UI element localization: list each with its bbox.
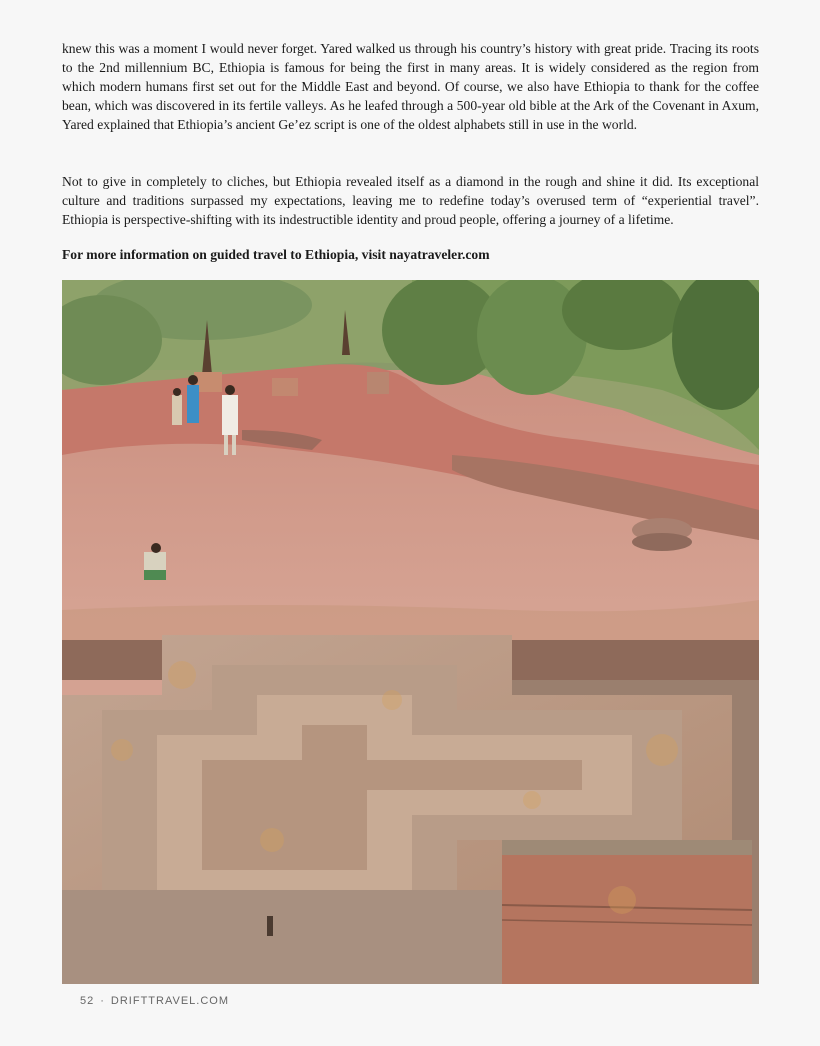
page-footer xyxy=(80,995,229,1007)
page-number: 52 xyxy=(80,995,95,1007)
church-photo xyxy=(62,280,759,984)
article-paragraph-2: Not to give in completely to cliches, but Ethiopia revealed itself as a diamond in the rough and shine it did. Its exceptional culture and traditions surpassed my expectations, leaving me to redefine today’s overused term of “experiential travel”. Ethiopia is perspective-shifting with its indestructible identity and proud people, offering a journey of a lifetime. xyxy=(62,174,759,228)
footer-site: DRIFTTRAVEL.COM xyxy=(110,995,229,1007)
article-paragraph-1: knew this was a moment I would never forget. Yared walked us through his country’s history with great pride. Tracing its roots to the 2nd millennium BC, Ethiopia is famous for being the first in many areas. It is widely considered as the region from which modern humans first set out for the Middle East and beyond. Of course, we also have Ethiopia to thank for the coffee bean, which was discovered in its fertile valleys. As he leafed through a 500-year old bible at the Ark of the Covenant in Axum, Yared explained that Ethiopia’s ancient Ge’ez script is one of the oldest alphabets still in use in the world. xyxy=(62,41,759,133)
footer-separator: · xyxy=(100,995,105,1007)
call-to-action: For more information on guided travel to Ethiopia, visit nayatraveler.com xyxy=(62,247,490,262)
